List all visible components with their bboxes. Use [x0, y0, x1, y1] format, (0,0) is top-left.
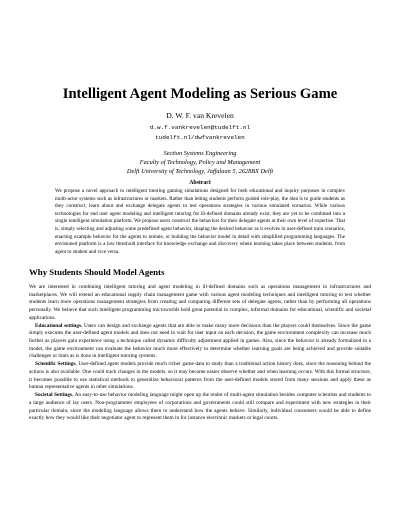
affiliation-line-3: Delft University of Technology, Jaffalaan 5, 2628BX Delft [126, 168, 274, 176]
affiliation-line-2: Faculty of Technology, Policy and Management [139, 159, 261, 167]
paragraph-intro [29, 284, 371, 323]
paragraph-text: User-defined agent models provide much richer game data to study than a traditional action history does, since the reasoning behind the actions is also available. One could track changes in the models, so it may become easier observe whether and when learning occurs. With this formal structure, it becomes possible to use statistical methods to generalize behavioral patterns from the user-defined models stored from many sessions and apply these as human representative agents in other simulations. [29, 361, 372, 391]
author-url[interactable]: tudelft.nl/dwfvankrevelen [155, 134, 245, 141]
abstract-text: We propose a novel approach to intelligent tutoring gaming simulations designed for both educational and inquiry purposes in complex multi-actor systems such as infrastructures or markets. Rather than letting students perform guided role-play, the idea is to guide students as they construct, learn about and exchange delegate agents to test operations strategies in various simulated scenarios. While various technologies for end user agent modeling and intelligent tutoring for ill-defined domains already exist, they are yet to be combined into a single intelligent simulation platform. We propose users construct the behaviors for their delegate agents at their own level of expertise. That is, simply selecting and adjusting some predefined agent behavior, shaping the desired behavior as it evolves in user-defined train scenarios, enacting example behavior for the agents to imitate, or building the behavior model in detail with simplified programming languages. The envisioned platform is a low threshold interface for knowledge exchange and discovery where learning takes place between students, from agent to student and vice versa. [55, 188, 345, 255]
paragraph-text: We are interested in combining intelligent tutoring and agent modeling in ill-defined domains such as operations management in infrastructures and marketplaces. We will extend an educational supply chain management game with various agent modeling techniques and intelligent tutoring to test whether students learn more operations management strategies from creating and comparing different sets of delegate agents, rather than by performing all operations personally. We believe that such intelligent programming microworlds hold great potential in complex, informal domains for educational, scientific and societal applications. [29, 284, 371, 321]
paragraph-lead: Educational settings. [35, 322, 83, 329]
paragraph-text: An easy-to-use behavior modeling language might open up the realm of multi-agent simulation besides computer scientists and students to a large audience of lay users. Non-programmer employees of corporations and governments could still compare and experiment with new strategies in their particular domain, since the modeling language allows them to understand how the agents behave. Similarly, individual consumers would be able to define exactly how they would like their negotiator agent to represent them in for instance electronic markets or legal courts. [29, 392, 371, 422]
author-email[interactable]: d.w.f.vankrevelen@tudelft.nl [149, 124, 251, 131]
paragraph-societal [29, 392, 371, 423]
paragraph-text: Users can design and exchange agents that are able to make many more decisions than the players could themselves. Since the game simply executes the user-defined agent models and does not need to wait for user input on each decision, the game environment complexity can increase much further as players gain experience using a technique called dynamic difficulty adjustment applied in games. Also, since the behavior is already formalized in a model, the game environment can evaluate the behavior much more effectively to determine whether learning goals are being achieved and provide suitable challenges or hints as is done in intelligent tutoring systems. [29, 322, 372, 360]
paragraph-scientific [29, 361, 371, 392]
paragraph-lead: Societal Settings. [35, 392, 74, 399]
author-name: D. W. F. van Krevelen [166, 111, 234, 120]
paper-title: Intelligent Agent Modeling as Serious Game [62, 86, 338, 102]
author-affiliation [40, 149, 360, 177]
affiliation-line-1: Section Systems Engineering [163, 150, 237, 157]
section-body [29, 284, 371, 423]
section-heading: Why Students Should Model Agents [29, 267, 165, 277]
paragraph-educational [29, 323, 371, 362]
abstract-heading: Abstract [189, 180, 211, 186]
paragraph-lead: Scientific Settings. [35, 361, 77, 368]
